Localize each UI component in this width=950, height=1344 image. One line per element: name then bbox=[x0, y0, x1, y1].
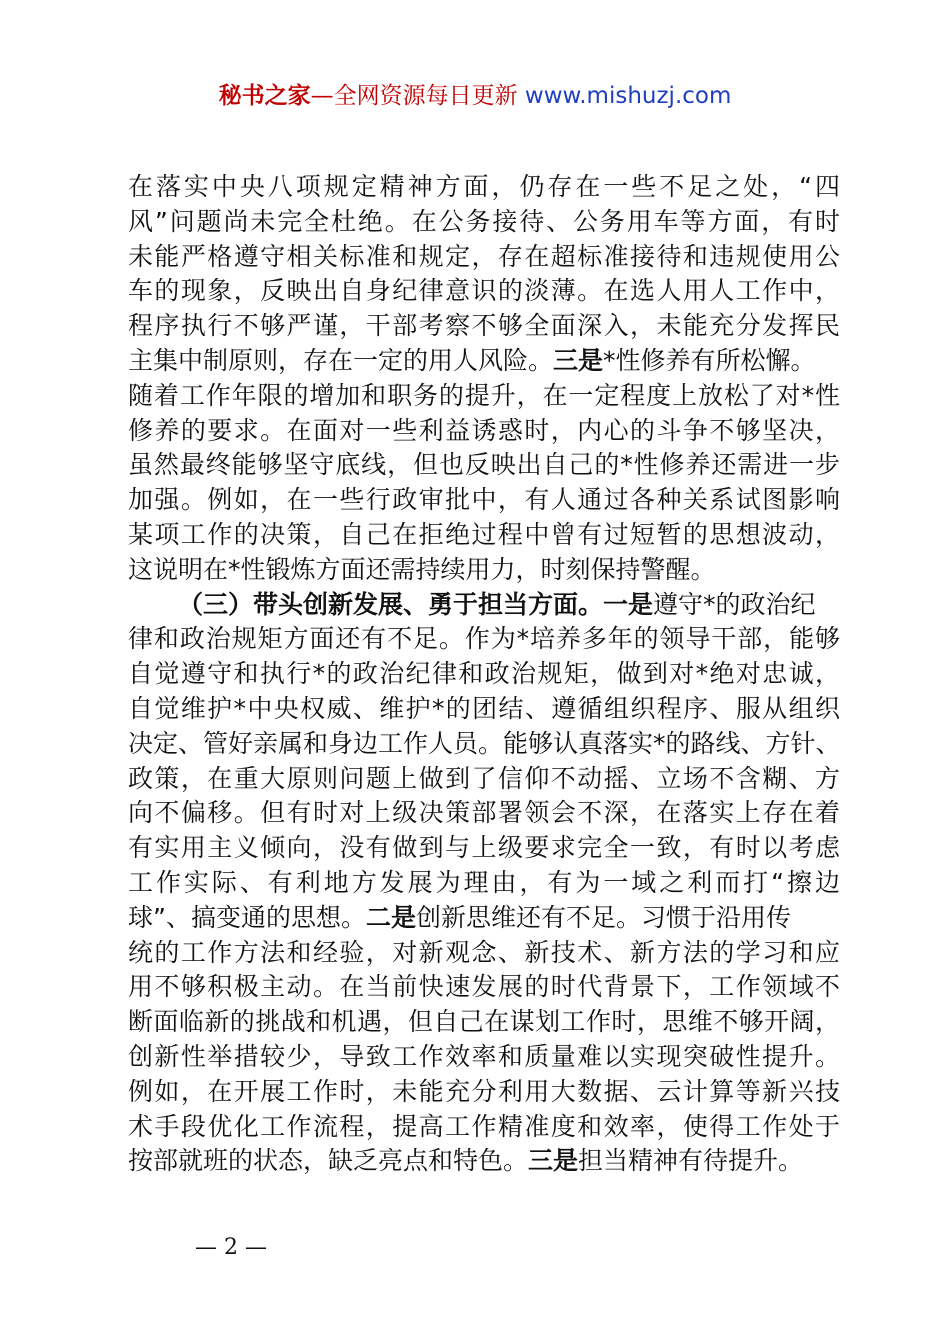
text-segment: 创新思维还有不足。习惯于沿用传 bbox=[415, 902, 791, 932]
text-line: 例如，在开展工作时，未能充分利用大数据、云计算等新兴技 bbox=[128, 1076, 840, 1106]
text-segment: *性修养有所松懈。 bbox=[603, 345, 816, 375]
section-heading: （三）带头创新发展、勇于担当方面。 bbox=[178, 589, 604, 619]
text-line: 向不偏移。但有时对上级决策部署领会不深，在落实上存在着 bbox=[128, 798, 840, 828]
bold-marker: 一是 bbox=[603, 589, 654, 619]
text-line: 政策，在重大原则问题上做到了信仰不动摇、立场不含糊、方 bbox=[128, 763, 840, 793]
text-segment: 按部就班的状态，缺乏亮点和特色。 bbox=[128, 1146, 529, 1176]
text-line: 断面临新的挑战和机遇，但自己在谋划工作时，思维不够开阔， bbox=[128, 1007, 840, 1037]
text-line: 这说明在*性锻炼方面还需持续用力，时刻保持警醒。 bbox=[128, 554, 716, 584]
text-line: 自觉遵守和执行*的政治纪律和政治规矩，做到对*绝对忠诚， bbox=[128, 659, 840, 689]
text-line: 风”问题尚未完全杜绝。在公务接待、公务用车等方面，有时 bbox=[128, 206, 840, 236]
site-brand: 秘书之家 bbox=[218, 83, 311, 109]
text-line bbox=[128, 1144, 840, 1179]
text-line: 虽然最终能够坚守底线，但也反映出自己的*性修养还需进一步 bbox=[128, 450, 840, 480]
text-line: 有实用主义倾向，没有做到与上级要求完全一致，有时以考虑 bbox=[128, 833, 840, 863]
text-line: 加强。例如，在一些行政审批中，有人通过各种关系试图影响 bbox=[128, 485, 840, 515]
text-line: 工作实际、有利地方发展为理由，有为一域之利而打“擦边 bbox=[128, 867, 840, 897]
text-line: 术手段优化工作流程，提高工作精准度和效率，使得工作处于 bbox=[128, 1111, 840, 1141]
text-line: 车的现象，反映出自身纪律意识的淡薄。在选人用人工作中， bbox=[128, 276, 840, 306]
bold-marker: 三是 bbox=[553, 345, 604, 375]
text-line: 决定、管好亲属和身边工作人员。能够认真落实*的路线、方针、 bbox=[128, 728, 841, 758]
site-url-link[interactable]: www.mishuzj.com bbox=[524, 83, 732, 109]
text-line: 创新性举措较少，导致工作效率和质量难以实现突破性提升。 bbox=[128, 1041, 840, 1071]
text-line: 在落实中央八项规定精神方面，仍存在一些不足之处，“四 bbox=[128, 172, 840, 201]
text-segment: 遵守*的政治纪 bbox=[653, 589, 816, 619]
text-line: 程序执行不够严谨，干部考察不够全面深入，未能充分发挥民 bbox=[128, 311, 840, 341]
text-segment: 球”、搞变通的思想。 bbox=[128, 902, 366, 932]
text-line bbox=[128, 901, 840, 936]
text-line: 未能严格遵守相关标准和规定，存在超标准接待和违规使用公 bbox=[128, 241, 840, 271]
text-line: 用不够积极主动。在当前快速发展的时代背景下，工作领域不 bbox=[128, 972, 840, 1002]
text-line: 随着工作年限的增加和职务的提升，在一定程度上放松了对*性 bbox=[128, 380, 840, 410]
page-number: — 2 — bbox=[195, 1235, 267, 1260]
bold-marker: 二是 bbox=[365, 902, 416, 932]
text-line: 某项工作的决策，自己在拒绝过程中曾有过短暂的思想波动， bbox=[128, 519, 840, 549]
text-line: 律和政治规矩方面还有不足。作为*培养多年的领导干部，能够 bbox=[128, 624, 840, 654]
document-body bbox=[128, 170, 840, 1179]
text-line: 修养的要求。在面对一些利益诱惑时，内心的斗争不够坚决， bbox=[128, 415, 840, 445]
text-line bbox=[128, 588, 840, 623]
text-segment: 担当精神有待提升。 bbox=[578, 1146, 804, 1176]
bold-marker: 三是 bbox=[528, 1146, 579, 1176]
text-line bbox=[128, 344, 840, 379]
text-segment: 主集中制原则，存在一定的用人风险。 bbox=[128, 345, 554, 375]
text-line: 统的工作方法和经验，对新观念、新技术、新方法的学习和应 bbox=[128, 937, 840, 967]
site-tagline: —全网资源每日更新 bbox=[310, 83, 518, 109]
text-line: 自觉维护*中央权威、维护*的团结、遵循组织程序、服从组织 bbox=[128, 693, 840, 723]
site-header bbox=[0, 78, 950, 114]
